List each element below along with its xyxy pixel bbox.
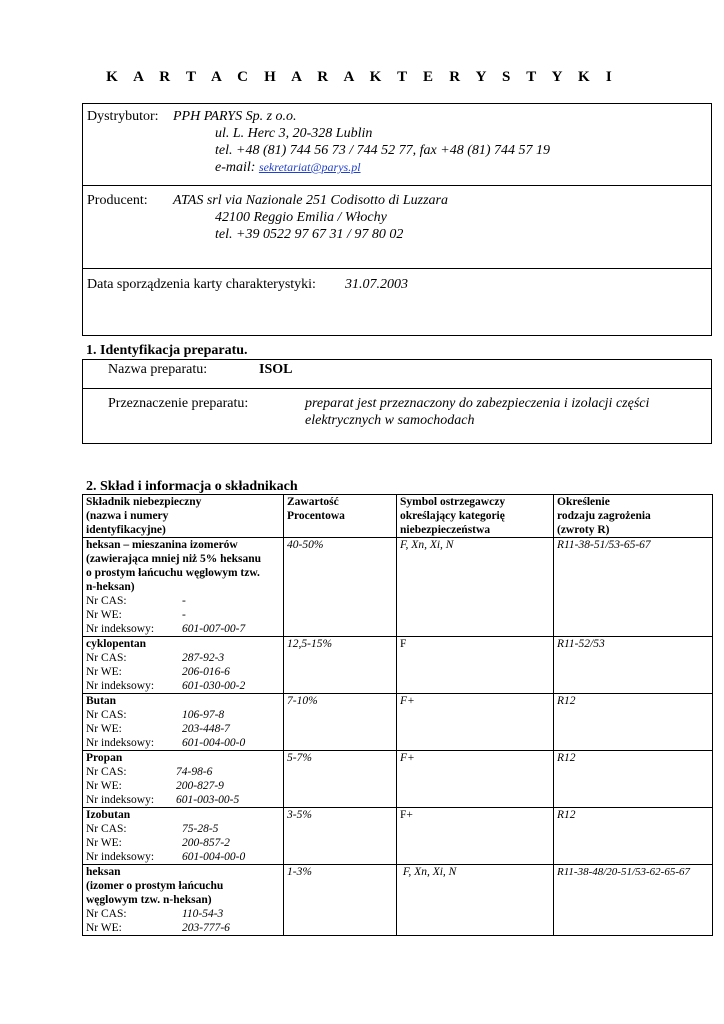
symbol-cell: F, Xn, Xi, N <box>397 538 554 637</box>
header-content: Zawartość Procentowa <box>284 495 397 538</box>
table-row <box>83 637 713 694</box>
table-row <box>83 808 713 865</box>
identification-box <box>82 359 712 444</box>
component-cell: heksan – mieszanina izomerów (zawierająca mniej niż 5% heksanu o prostym łańcuchu węglowym tzw. n-heksan) Nr CAS: - Nr WE: - Nr indeksowy: 601-007-00-7 <box>83 538 284 637</box>
content-cell: 3-5% <box>284 808 397 865</box>
document-title: K A R T A C H A R A K T E R Y S T Y K I <box>106 69 618 85</box>
date-value: 31.07.2003 <box>345 277 408 292</box>
header-component: Składnik niebezpieczny (nazwa i numery identyfikacyjne) <box>83 495 284 538</box>
email-link[interactable]: sekretariat@parys.pl <box>258 160 361 174</box>
header-r-phrases: Określenie rodzaju zagrożenia (zwroty R) <box>554 495 713 538</box>
r-phrases-cell: R11-52/53 <box>554 637 713 694</box>
producer-line3: tel. +39 0522 97 67 31 / 97 80 02 <box>215 227 404 242</box>
table-row <box>83 694 713 751</box>
symbol-cell: F+ <box>397 808 554 865</box>
r-phrases-cell: R12 <box>554 808 713 865</box>
producer-line1: ATAS srl via Nazionale 251 Codisotto di Luzzara <box>173 193 448 208</box>
table-row <box>83 865 713 936</box>
composition-table <box>82 494 713 936</box>
distributor-name: PPH PARYS Sp. z o.o. <box>173 109 297 124</box>
r-phrases-cell: R11-38-51/53-65-67 <box>554 538 713 637</box>
table-row <box>83 751 713 808</box>
content-cell: 12,5-15% <box>284 637 397 694</box>
distributor-label: Dystrybutor: <box>87 109 159 124</box>
component-cell: Izobutan Nr CAS: 75-28-5 Nr WE: 200-857-2 Nr indeksowy: 601-004-00-0 <box>83 808 284 865</box>
header-symbol: Symbol ostrzegawczy określający kategorię niebezpieczeństwa <box>397 495 554 538</box>
symbol-cell: F, Xn, Xi, N <box>397 865 554 936</box>
distributor-email-line <box>215 159 361 176</box>
section1-heading: 1. Identyfikacja preparatu. <box>86 343 248 358</box>
symbol-cell: F+ <box>397 694 554 751</box>
component-cell: Propan Nr CAS: 74-98-6 Nr WE: 200-827-9 Nr indeksowy: 601-003-00-5 <box>83 751 284 808</box>
section2-heading: 2. Skład i informacja o składnikach <box>86 479 298 494</box>
content-cell: 40-50% <box>284 538 397 637</box>
divider <box>83 268 711 269</box>
email-label: e-mail: <box>215 160 256 175</box>
product-name-value: ISOL <box>259 362 293 377</box>
date-label: Data sporządzenia karty charakterystyki: <box>87 277 316 292</box>
r-phrases-cell: R12 <box>554 694 713 751</box>
product-name-label: Nazwa preparatu: <box>108 362 208 377</box>
divider <box>83 388 711 389</box>
content-cell: 7-10% <box>284 694 397 751</box>
product-purpose-label: Przeznaczenie preparatu: <box>108 396 249 411</box>
component-cell: cyklopentan Nr CAS: 287-92-3 Nr WE: 206-016-6 Nr indeksowy: 601-030-00-2 <box>83 637 284 694</box>
product-purpose-line1: preparat jest przeznaczony do zabezpieczenia i izolacji części <box>305 396 650 411</box>
content-cell: 5-7% <box>284 751 397 808</box>
divider <box>83 185 711 186</box>
table-header-row <box>83 495 713 538</box>
distributor-phone: tel. +48 (81) 744 56 73 / 744 52 77, fax +48 (81) 744 57 19 <box>215 143 551 158</box>
r-phrases-cell: R11-38-48/20-51/53-62-65-67 <box>554 865 713 936</box>
distributor-address: ul. L. Herc 3, 20-328 Lublin <box>215 126 373 141</box>
producer-line2: 42100 Reggio Emilia / Włochy <box>215 210 387 225</box>
company-info-box <box>82 103 712 336</box>
component-cell: Butan Nr CAS: 106-97-8 Nr WE: 203-448-7 Nr indeksowy: 601-004-00-0 <box>83 694 284 751</box>
symbol-cell: F+ <box>397 751 554 808</box>
producer-label: Producent: <box>87 193 148 208</box>
table-row <box>83 538 713 637</box>
component-cell: heksan (izomer o prostym łańcuchu węglowym tzw. n-heksan) Nr CAS: 110-54-3 Nr WE: 203-777-6 <box>83 865 284 936</box>
r-phrases-cell: R12 <box>554 751 713 808</box>
product-purpose-line2: elektrycznych w samochodach <box>305 413 475 428</box>
symbol-cell: F <box>397 637 554 694</box>
content-cell: 1-3% <box>284 865 397 936</box>
